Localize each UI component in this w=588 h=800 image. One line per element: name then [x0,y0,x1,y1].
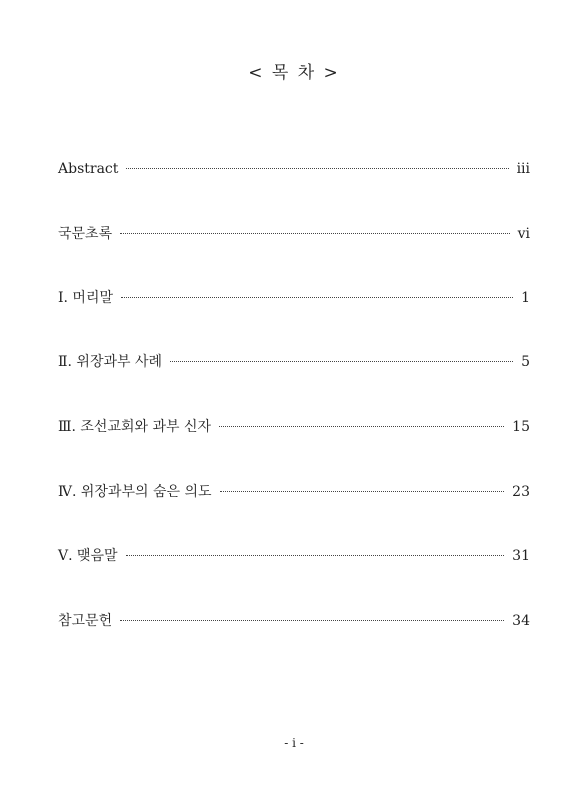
toc-entry-page: 5 [521,354,530,370]
toc-dot-leader [220,491,505,492]
toc-entry-label: Ⅳ. 위장과부의 숨은 의도 [58,484,212,500]
toc-entry-chapter-3[interactable] [58,416,530,438]
toc-entry-label: 국문초록 [58,226,113,242]
toc-entry-chapter-1[interactable] [58,287,530,309]
toc-entry-page: 34 [512,613,530,629]
toc-entry-page: 23 [512,484,530,500]
toc-entry-label: Ⅱ. 위장과부 사례 [58,354,163,370]
toc-dot-leader [126,168,508,169]
toc-entry-page: 15 [512,419,530,435]
toc-entry-page: iii [516,161,530,177]
toc-entry-chapter-2[interactable] [58,351,530,373]
toc-entry-chapter-4[interactable] [58,481,530,503]
toc-entry-page: 1 [521,290,530,306]
toc-dot-leader [121,297,513,298]
toc-entry-references[interactable] [58,610,530,632]
toc-entry-label: 참고문헌 [58,613,113,629]
toc-entry-page: 31 [512,548,530,564]
toc-entry-abstract[interactable] [58,158,530,180]
toc-entry-korean-abstract[interactable] [58,223,530,245]
toc-entry-label: Abstract [58,161,119,177]
toc-title: < 목 차 > [248,63,340,83]
toc-entry-label: Ⅲ. 조선교회와 과부 신자 [58,419,212,435]
toc-entry-chapter-5[interactable] [58,545,530,567]
toc-dot-leader [120,233,510,234]
toc-entry-label: Ⅴ. 맺음말 [58,548,118,564]
toc-entry-page: vi [517,226,530,242]
toc-entry-label: Ⅰ. 머리말 [58,290,114,306]
page-number-footer: - i - [284,736,304,750]
toc-dot-leader [126,555,505,556]
toc-dot-leader [120,620,504,621]
toc-dot-leader [170,361,513,362]
toc-dot-leader [219,426,504,427]
